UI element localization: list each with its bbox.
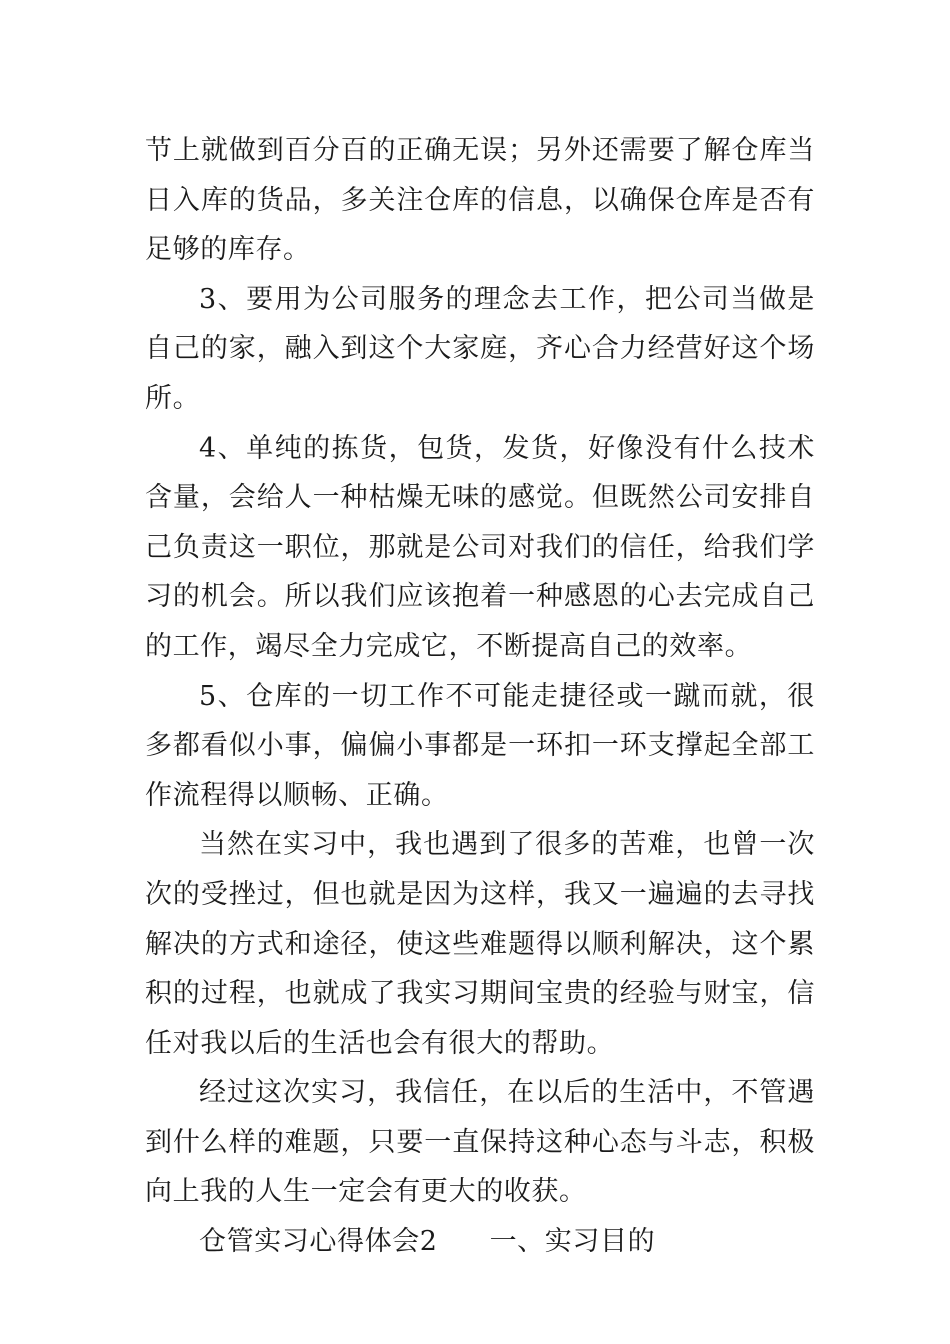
document-subtitle: 仓管实习心得体会2 (199, 1226, 438, 1258)
paragraph-continued: 节上就做到百分百的正确无误；另外还需要了解仓库当日入库的货品，多关注仓库的信息，以确保仓库是否有足够的库存。 (145, 135, 815, 266)
document-body (145, 126, 815, 1267)
section-title: 一、实习目的 (489, 1226, 656, 1258)
paragraph-item-3: 3、要用为公司服务的理念去工作，把公司当做是自己的家，融入到这个大家庭，齐心合力经营好这个场所。 (145, 283, 815, 414)
paragraph-conclusion: 经过这次实习，我信任，在以后的生活中，不管遇到什么样的难题，只要一直保持这种心态与斗志，积极向上我的人生一定会有更大的收获。 (145, 1077, 815, 1208)
paragraph-difficulties: 当然在实习中，我也遇到了很多的苦难，也曾一次次的受挫过，但也就是因为这样，我又一遍遍的去寻找解决的方式和途径，使这些难题得以顺利解决，这个累积的过程，也就成了我实习期间宝贵的经验与财宝，信任对我以后的生活也会有很大的帮助。 (145, 829, 815, 1059)
paragraph-item-5: 5、仓库的一切工作不可能走捷径或一蹴而就，很多都看似小事，偏偏小事都是一环扣一环支撑起全部工作流程得以顺畅、正确。 (145, 680, 815, 811)
paragraph-item-4: 4、单纯的拣货，包货，发货，好像没有什么技术含量，会给人一种枯燥无味的感觉。但既然公司安排自己负责这一职位，那就是公司对我们的信任，给我们学习的机会。所以我们应该抱着一种感恩的心去完成自己的工作，竭尽全力完成它，不断提高自己的效率。 (145, 432, 815, 662)
section-heading-line (145, 1217, 815, 1267)
